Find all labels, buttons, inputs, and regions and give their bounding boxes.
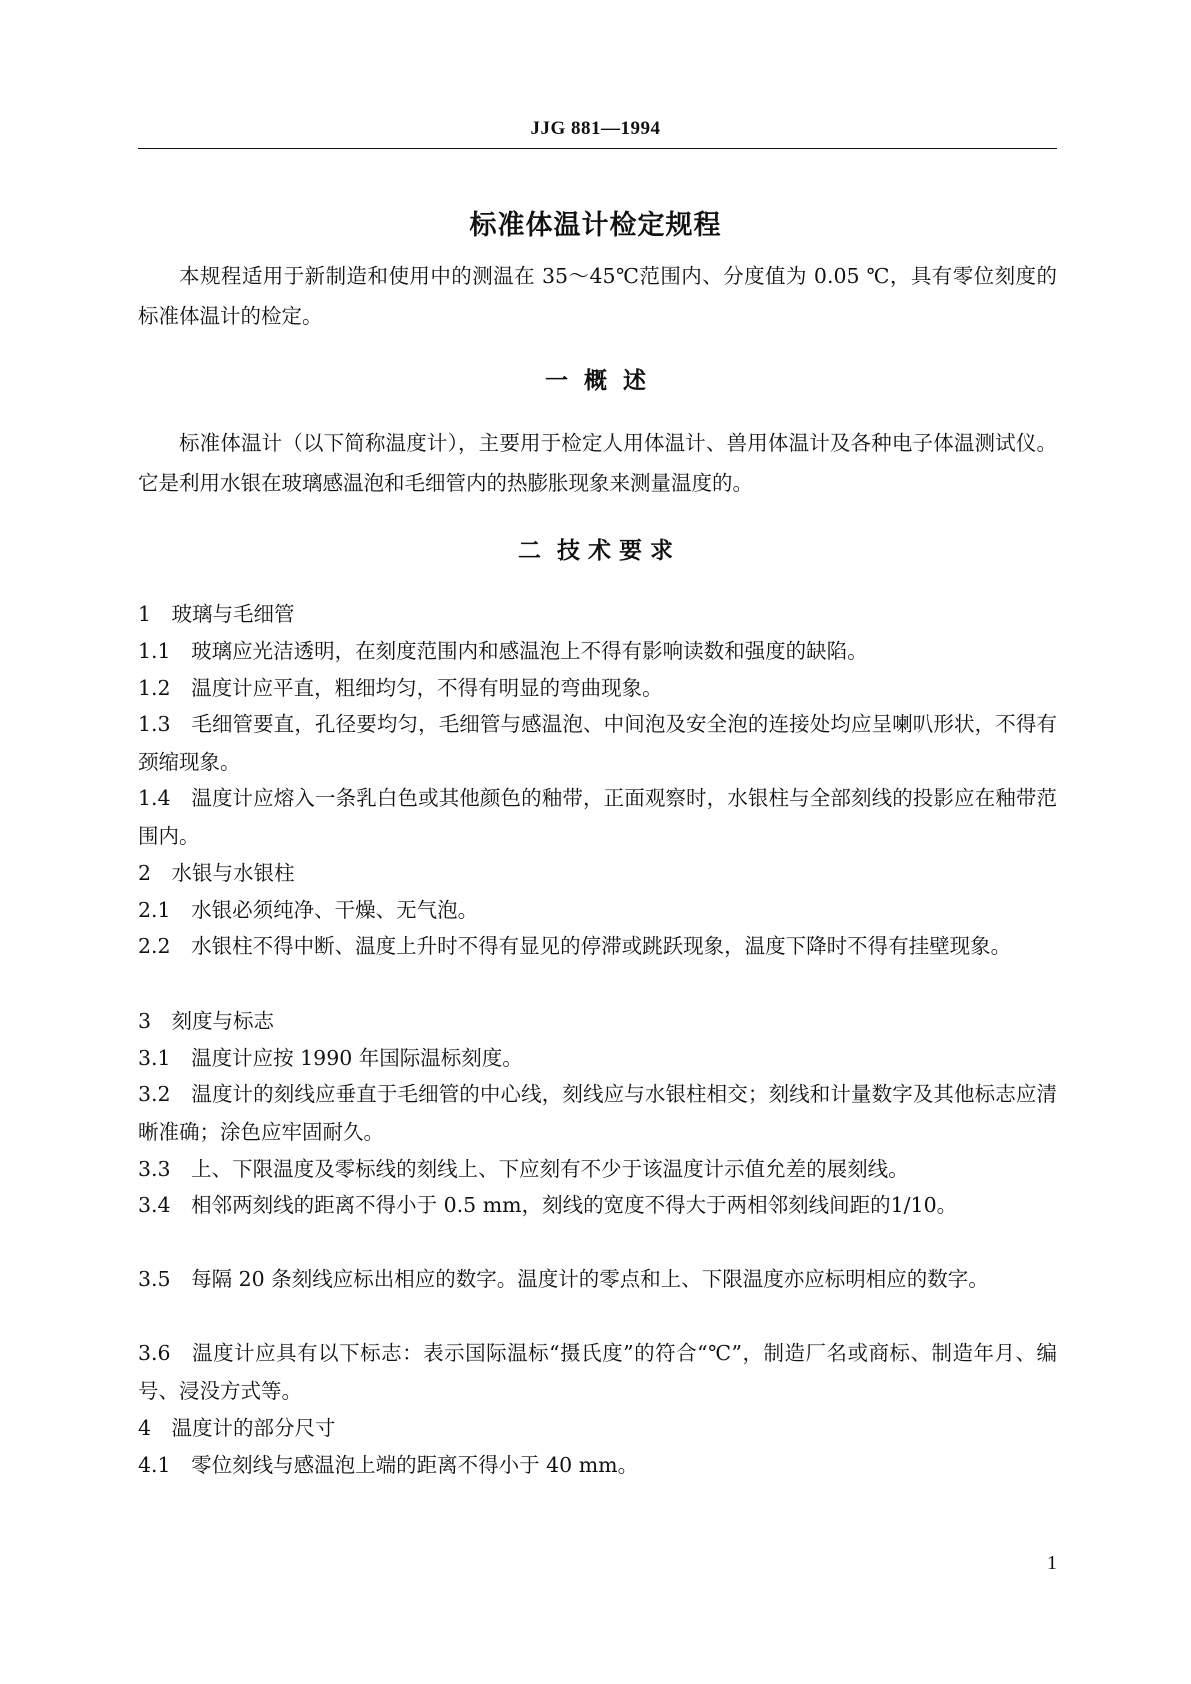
clause-2-2: 2.2 水银柱不得中断、温度上升时不得有显见的停滞或跳跃现象，温度下降时不得有挂壁现象。 [138, 934, 1012, 958]
page-number: 1 [1047, 1552, 1057, 1574]
clause-3-4: 3.4 相邻两刻线的距离不得小于 0.5 mm，刻线的宽度不得大于两相邻刻线间距的1/10。 [138, 1193, 958, 1217]
clause-2-1: 2.1 水银必须纯净、干燥、无气泡。 [138, 898, 479, 922]
section-heading-technical-requirements: 二 技 术 要 求 [517, 538, 674, 564]
clause-1-4: 1.4 温度计应熔入一条乳白色或其他颜色的釉带，正面观察时，水银柱与全部刻线的投影应在釉带范围内。 [138, 786, 1057, 848]
document-title: 标准体温计检定规程 [469, 210, 722, 241]
clause-3: 3 刻度与标志 [138, 1009, 275, 1033]
header-code: JJG 881—1994 [530, 118, 661, 139]
clause-3-2: 3.2 温度计的刻线应垂直于毛细管的中心线，刻线应与水银柱相交；刻线和计量数字及其他标志应清晰准确；涂色应牢固耐久。 [138, 1082, 1057, 1144]
clause-4-1: 4.1 零位刻线与感温泡上端的距离不得小于 40 mm。 [138, 1453, 639, 1477]
clause-1: 1 玻璃与毛细管 [138, 602, 295, 626]
header-rule [138, 148, 1057, 149]
overview-paragraph: 标准体温计（以下简称温度计），主要用于检定人用体温计、兽用体温计及各种电子体温测试仪。它是利用水银在玻璃感温泡和毛细管内的热膨胀现象来测量温度的。 [138, 431, 1057, 495]
clause-1-1: 1.1 玻璃应光洁透明，在刻度范围内和感温泡上不得有影响读数和强度的缺陷。 [138, 639, 868, 663]
clause-4: 4 温度计的部分尺寸 [138, 1416, 336, 1440]
clause-3-3: 3.3 上、下限温度及零标线的刻线上、下应刻有不少于该温度计示值允差的展刻线。 [138, 1157, 909, 1181]
clause-2: 2 水银与水银柱 [138, 861, 295, 885]
clause-1-2: 1.2 温度计应平直，粗细均匀，不得有明显的弯曲现象。 [138, 676, 663, 700]
clause-1-3: 1.3 毛细管要直，孔径要均匀，毛细管与感温泡、中间泡及安全泡的连接处均应呈喇叭形状，不得有颈缩现象。 [138, 712, 1057, 774]
intro-paragraph: 本规程适用于新制造和使用中的测温在 35～45℃范围内、分度值为 0.05 ℃，具有零位刻度的标准体温计的检定。 [138, 264, 1057, 328]
clause-3-1: 3.1 温度计应按 1990 年国际温标刻度。 [138, 1046, 523, 1070]
clause-3-5: 3.5 每隔 20 条刻线应标出相应的数字。温度计的零点和上、下限温度亦应标明相应的数字。 [138, 1267, 989, 1291]
clause-3-6: 3.6 温度计应具有以下标志：表示国际温标“摄氏度”的符合“℃”，制造厂名或商标、制造年月、编号、浸没方式等。 [138, 1341, 1057, 1403]
section-heading-overview: 一 概 述 [544, 368, 647, 394]
